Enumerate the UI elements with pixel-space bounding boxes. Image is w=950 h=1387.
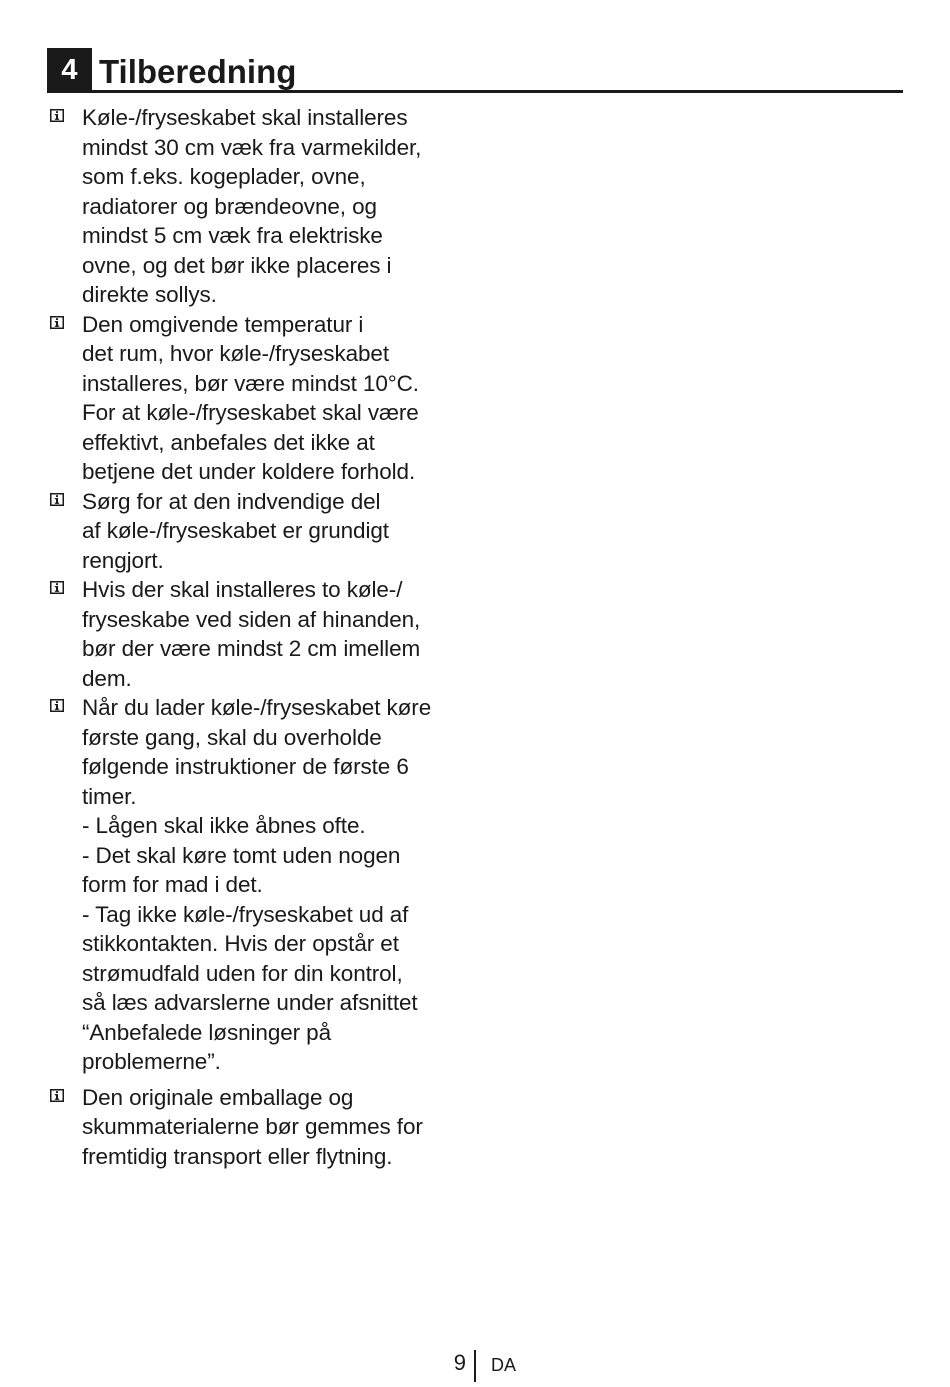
text-line: Den originale emballage og	[82, 1084, 354, 1110]
text-line: fryseskabe ved siden af hinanden,	[82, 606, 421, 632]
text-line: “Anbefalede løsninger på	[82, 1019, 332, 1045]
text-line: af køle-/fryseskabet er grundigt	[82, 518, 389, 543]
text-line: det rum, hvor køle-/fryseskabet	[82, 341, 390, 366]
list-item	[47, 103, 477, 310]
text-line: strømudfald uden for din kontrol,	[82, 960, 403, 986]
text-line: bør der være mindst 2 cm imellem	[82, 636, 421, 661]
text-line: - Lågen skal ikke åbnes ofte.	[82, 813, 366, 838]
text-line: radiatorer og brændeovne, og	[82, 193, 377, 219]
chapter-number: 4	[47, 48, 92, 90]
text-line: For at køle-/fryseskabet skal være	[82, 400, 419, 425]
text-line: - Tag ikke køle-/fryseskabet ud af	[82, 901, 409, 927]
text-line: ovne, og det bør ikke placeres i	[82, 252, 392, 278]
text-line: mindst 30 cm væk fra varmekilder,	[82, 134, 422, 160]
language-code: DA	[491, 1355, 517, 1375]
chapter-header	[47, 48, 903, 93]
text-line: fremtidig transport eller flytning.	[82, 1143, 393, 1169]
item-text	[82, 575, 477, 693]
text-line: form for mad i det.	[82, 872, 263, 897]
text-line: Sørg for at den indvendige del	[82, 488, 381, 514]
info-icon	[50, 581, 64, 594]
text-line: problemerne”.	[82, 1049, 221, 1074]
text-line: effektivt, anbefales det ikke at	[82, 429, 375, 455]
text-line: mindst 5 cm væk fra elektriske	[82, 223, 383, 248]
page-footer	[0, 1347, 950, 1387]
text-line: direkte sollys.	[82, 282, 217, 307]
text-line: rengjort.	[82, 547, 164, 573]
info-icon	[50, 109, 64, 122]
text-line: første gang, skal du overholde	[82, 724, 382, 750]
text-line: følgende instruktioner de første 6	[82, 754, 409, 779]
list-item	[47, 310, 477, 487]
text-line: timer.	[82, 783, 137, 809]
text-line: Når du lader køle-/fryseskabet køre	[82, 695, 432, 720]
list-item	[47, 1083, 477, 1172]
text-line: betjene det under koldere forhold.	[82, 459, 416, 484]
item-text	[82, 693, 477, 1077]
text-line: Den omgivende temperatur i	[82, 311, 364, 337]
text-line: Hvis der skal installeres to køle-/	[82, 577, 403, 602]
text-line: installeres, bør være mindst 10°C.	[82, 370, 419, 396]
chapter-title: Tilberedning	[99, 53, 297, 90]
text-line: så læs advarslerne under afsnittet	[82, 990, 418, 1015]
item-text	[82, 103, 477, 310]
info-icon	[50, 699, 64, 712]
text-line: som f.eks. kogeplader, ovne,	[82, 164, 366, 189]
instruction-list	[47, 103, 477, 1171]
item-text	[82, 1083, 477, 1172]
item-text	[82, 310, 477, 487]
page-number: 9	[453, 1350, 466, 1375]
list-item	[47, 693, 477, 1077]
info-icon	[50, 493, 64, 506]
item-text	[82, 487, 477, 576]
info-icon	[50, 316, 64, 329]
text-line: stikkontakten. Hvis der opstår et	[82, 931, 399, 956]
text-line: skummaterialerne bør gemmes for	[82, 1114, 423, 1139]
text-line: dem.	[82, 665, 132, 691]
footer-divider	[474, 1350, 476, 1382]
text-line: Køle-/fryseskabet skal installeres	[82, 105, 408, 130]
list-item	[47, 575, 477, 693]
text-line: - Det skal køre tomt uden nogen	[82, 842, 401, 868]
list-item	[47, 487, 477, 576]
info-icon	[50, 1089, 64, 1102]
